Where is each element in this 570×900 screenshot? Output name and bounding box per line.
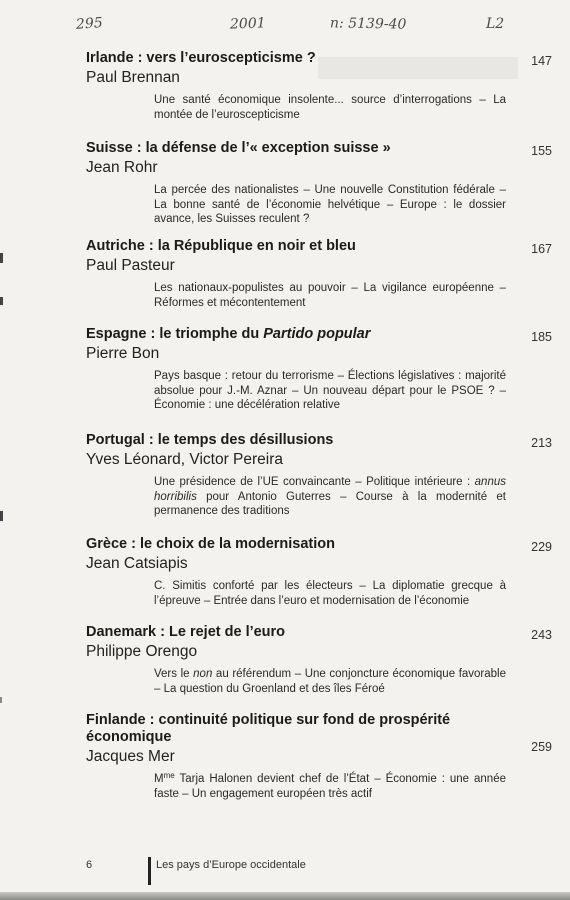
entry-author: Jacques Mer bbox=[86, 748, 175, 765]
entry-author: Yves Léonard, Victor Pereira bbox=[86, 451, 284, 468]
handwritten-note: 295 bbox=[75, 15, 104, 33]
entry-author: Paul Pasteur bbox=[86, 257, 175, 274]
entry-summary: Pays basque : retour du terrorisme – Élections législatives : majorité absolue pour J.-M. Aznar – Un nouveau départ pour le PSOE ? – Économie : une décélération relative bbox=[154, 370, 506, 411]
summary-text: M bbox=[154, 773, 164, 785]
entry-page-number: 185 bbox=[531, 330, 552, 344]
summary-text: Vers le bbox=[154, 668, 194, 680]
toc-entry-danemark bbox=[86, 624, 552, 712]
entry-author: Jean Rohr bbox=[86, 159, 158, 176]
entry-author: Jean Catsiapis bbox=[86, 555, 188, 572]
entry-title-text: Espagne : le triomphe du bbox=[86, 326, 264, 342]
entry-page-number: 229 bbox=[531, 540, 552, 554]
toc-entry-espagne bbox=[86, 326, 552, 432]
entry-summary: C. Simitis conforté par les électeurs – La diplomatie grecque à l’épreuve – Entrée dans l’euro et modernisation de l’économie bbox=[154, 580, 506, 607]
footer-page-number: 6 bbox=[86, 859, 93, 871]
summary-text: pour Antonio Guterres – Course à la modernité et permanence des traditions bbox=[154, 490, 506, 517]
summary-italic: annus horribilis bbox=[154, 476, 506, 503]
toc-entry-finlande bbox=[86, 712, 552, 812]
scan-bottom-edge bbox=[0, 892, 570, 900]
summary-text: Tarja Halonen devient chef de l’État – Économie : une année faste – Un engagement européen très actif bbox=[154, 773, 506, 800]
entry-title: Suisse : la défense de l’« exception suisse » bbox=[86, 140, 391, 156]
entry-page-number: 259 bbox=[531, 740, 552, 754]
handwritten-note: n: 5139-40 bbox=[329, 15, 407, 33]
margin-mark bbox=[0, 697, 2, 703]
entry-summary bbox=[154, 475, 506, 519]
margin-mark bbox=[0, 297, 3, 305]
toc-entry-irlande bbox=[86, 50, 552, 140]
summary-superscript: me bbox=[163, 771, 175, 780]
entry-title: Autriche : la République en noir et bleu bbox=[86, 238, 356, 254]
entry-title bbox=[86, 326, 506, 343]
entry-summary: Une santé économique insolente... source d’interrogations – La montée de l’euroscepticisme bbox=[154, 94, 506, 121]
entry-title: Danemark : Le rejet de l’euro bbox=[86, 624, 286, 640]
entry-title-italic: Partido popular bbox=[263, 326, 371, 342]
entry-summary: La percée des nationalistes – Une nouvelle Constitution fédérale – La bonne santé de l’économie helvétique – Europe : le dossier avance, les Suisses reculent ? bbox=[154, 184, 506, 225]
entry-summary bbox=[154, 772, 506, 801]
entry-title: Finlande : continuité politique sur fond de prospérité économique bbox=[86, 712, 451, 745]
entry-title: Irlande : vers l’euroscepticisme ? bbox=[86, 50, 316, 66]
footer-section-label: Les pays d’Europe occidentale bbox=[156, 859, 306, 871]
toc-entry-suisse bbox=[86, 140, 552, 238]
entry-page-number: 213 bbox=[531, 436, 552, 450]
entry-title: Portugal : le temps des désillusions bbox=[86, 432, 334, 448]
entry-author: Paul Brennan bbox=[86, 69, 180, 86]
handwritten-notes bbox=[0, 12, 570, 42]
toc-entry-grece bbox=[86, 536, 552, 624]
table-of-contents bbox=[86, 50, 552, 812]
summary-text: au référendum – Une conjoncture économique favorable – La question du Groenland et des îles Féroé bbox=[154, 668, 507, 695]
entry-page-number: 167 bbox=[531, 242, 552, 256]
entry-title: Grèce : le choix de la modernisation bbox=[86, 536, 335, 552]
entry-author: Philippe Orengo bbox=[86, 643, 198, 660]
summary-italic: non bbox=[193, 668, 213, 680]
summary-text: Une présidence de l’UE convaincante – Politique intérieure : bbox=[154, 476, 475, 488]
page-footer bbox=[0, 857, 570, 887]
margin-mark bbox=[0, 511, 3, 521]
handwritten-note: 2001 bbox=[229, 15, 266, 33]
entry-page-number: 155 bbox=[531, 144, 552, 158]
entry-author: Pierre Bon bbox=[86, 345, 160, 362]
handwritten-note: L2 bbox=[486, 16, 505, 32]
entry-summary bbox=[154, 667, 506, 696]
entry-summary: Les nationaux-populistes au pouvoir – La vigilance européenne – Réformes et mécontentement bbox=[154, 282, 506, 309]
toc-entry-autriche bbox=[86, 238, 552, 326]
entry-page-number: 147 bbox=[531, 54, 552, 68]
footer-divider-bar bbox=[148, 857, 151, 885]
entry-page-number: 243 bbox=[531, 628, 552, 642]
margin-mark bbox=[0, 253, 3, 263]
toc-entry-portugal bbox=[86, 432, 552, 536]
